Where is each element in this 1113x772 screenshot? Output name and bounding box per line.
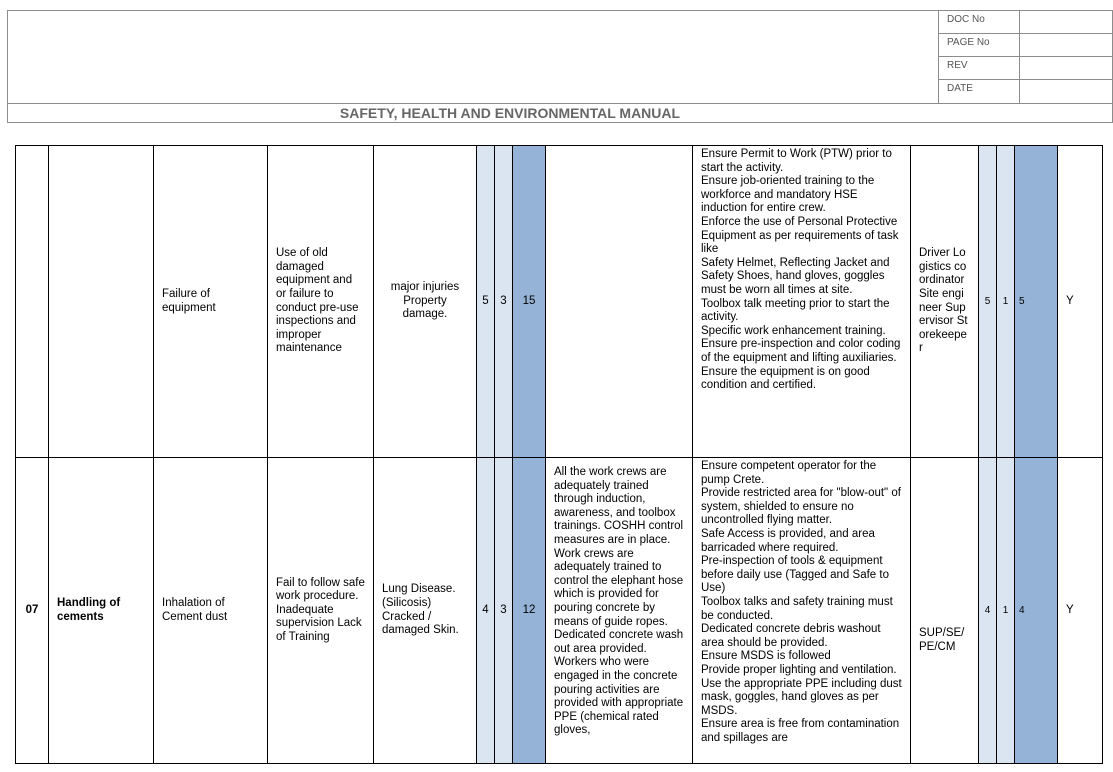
cause-cell: Fail to follow safe work procedure. Inadequate supervision Lack of Training [268, 458, 374, 764]
control-item: Ensure area is free from contamination and spillages are [701, 718, 900, 744]
control-item: Use the appropriate PPE including dust mask, goggles, hand gloves as per MSDS. [701, 677, 902, 717]
risk-assessment-table [15, 145, 1103, 764]
row-number [16, 146, 49, 458]
residual-likelihood-cell: 1 [997, 458, 1015, 764]
residual-likelihood-cell: 1 [997, 146, 1015, 458]
control-item: Ensure the equipment is on good condition and certified. [701, 365, 870, 392]
severity-cell: 4 [477, 458, 495, 764]
consequence-cell: major injuries Property damage. [374, 146, 477, 458]
control-item: Provide restricted area for "blow-out" of system, shielded to ensure no uncontrolled flying matter. [701, 487, 901, 527]
residual-risk-cell: 4 [1015, 458, 1058, 764]
residual-severity-cell: 4 [979, 458, 997, 764]
meta-row-doc-no [938, 11, 1113, 34]
existing-controls-cell: All the work crews are adequately trained through induction, awareness, and toolbox trainings. COSHH control measures are in place. Work crews are adequately trained to control the elephant hose which is provided for pouring concrete by means of guide ropes. Dedicated concrete wash out area provided. Workers who were engaged in the concrete pouring activities are provided with appropriate PPE (chemical rated gloves, [546, 458, 693, 764]
document-header [7, 10, 1113, 123]
meta-row-date [938, 80, 1113, 103]
acceptable-cell: Y [1058, 458, 1103, 764]
row-number: 07 [16, 458, 49, 764]
additional-controls-cell [693, 146, 911, 458]
hazard-cell: Inhalation of Cement dust [154, 458, 268, 764]
meta-value [1020, 57, 1113, 79]
control-item: Pre-inspection of tools & equipment before daily use (Tagged and Safe to Use) [701, 555, 889, 595]
control-item: Toolbox talk meeting prior to start the activity. [701, 297, 890, 324]
consequence-cell: Lung Disease. (Silicosis) Cracked / damaged Skin. [374, 458, 477, 764]
activity-cell: Handling of cements [49, 458, 154, 764]
residual-severity-cell: 5 [979, 146, 997, 458]
responsible-cell: SUP/SE/ PE/CM [911, 458, 979, 764]
control-item: Dedicated concrete debris washout area should be provided. [701, 623, 881, 649]
meta-value [1020, 80, 1113, 103]
residual-risk-cell: 5 [1015, 146, 1058, 458]
risk-rating-cell: 12 [513, 458, 546, 764]
meta-label: REV [938, 57, 1020, 79]
likelihood-cell: 3 [495, 146, 513, 458]
acceptable-cell: Y [1058, 146, 1103, 458]
risk-rating-cell: 15 [513, 146, 546, 458]
control-item: Ensure job-oriented training to the workforce and mandatory HSE induction for entire crew. [701, 175, 875, 215]
existing-controls-cell [546, 146, 693, 458]
responsible-cell: Driver Logistics coordinator Site engineer Supervisor Storekeeper [911, 146, 979, 458]
additional-controls-cell [693, 458, 911, 764]
meta-value [1020, 11, 1113, 33]
control-item: Toolbox talks and safety training must be conducted. [701, 595, 893, 622]
control-item: Enforce the use of Personal Protective Equipment as per requirements of task like [701, 215, 899, 256]
meta-label: DOC No [938, 11, 1020, 33]
control-item: Specific work enhancement training. [701, 324, 886, 337]
activity-cell [49, 146, 154, 458]
control-item: Ensure MSDS is followed [701, 650, 831, 663]
control-item: Safe Access is provided, and area barricaded where required. [701, 527, 875, 554]
control-item: Ensure pre-inspection and color coding of the equipment and lifting auxiliaries. [701, 338, 901, 364]
document-title: SAFETY, HEALTH AND ENVIRONMENTAL MANUAL [8, 103, 1112, 123]
table-row [16, 458, 1103, 764]
meta-label: PAGE No [938, 34, 1020, 56]
meta-label: DATE [938, 80, 1020, 103]
table-row [16, 146, 1103, 458]
meta-row-rev [938, 57, 1113, 80]
control-item: Ensure competent operator for the pump Crete. [701, 460, 877, 486]
hazard-cell: Failure of equipment [154, 146, 268, 458]
document-meta-block [938, 11, 1113, 103]
likelihood-cell: 3 [495, 458, 513, 764]
control-item: Safety Helmet, Reflecting Jacket and Safety Shoes, hand gloves, goggles must be worn all times at site. [701, 256, 890, 296]
cause-cell: Use of old damaged equipment and or failure to conduct pre-use inspections and improper maintenance [268, 146, 374, 458]
control-item: Provide proper lighting and ventilation. [701, 663, 897, 676]
severity-cell: 5 [477, 146, 495, 458]
meta-row-page-no [938, 34, 1113, 57]
control-item: Ensure Permit to Work (PTW) prior to start the activity. [701, 148, 892, 174]
meta-value [1020, 34, 1113, 56]
